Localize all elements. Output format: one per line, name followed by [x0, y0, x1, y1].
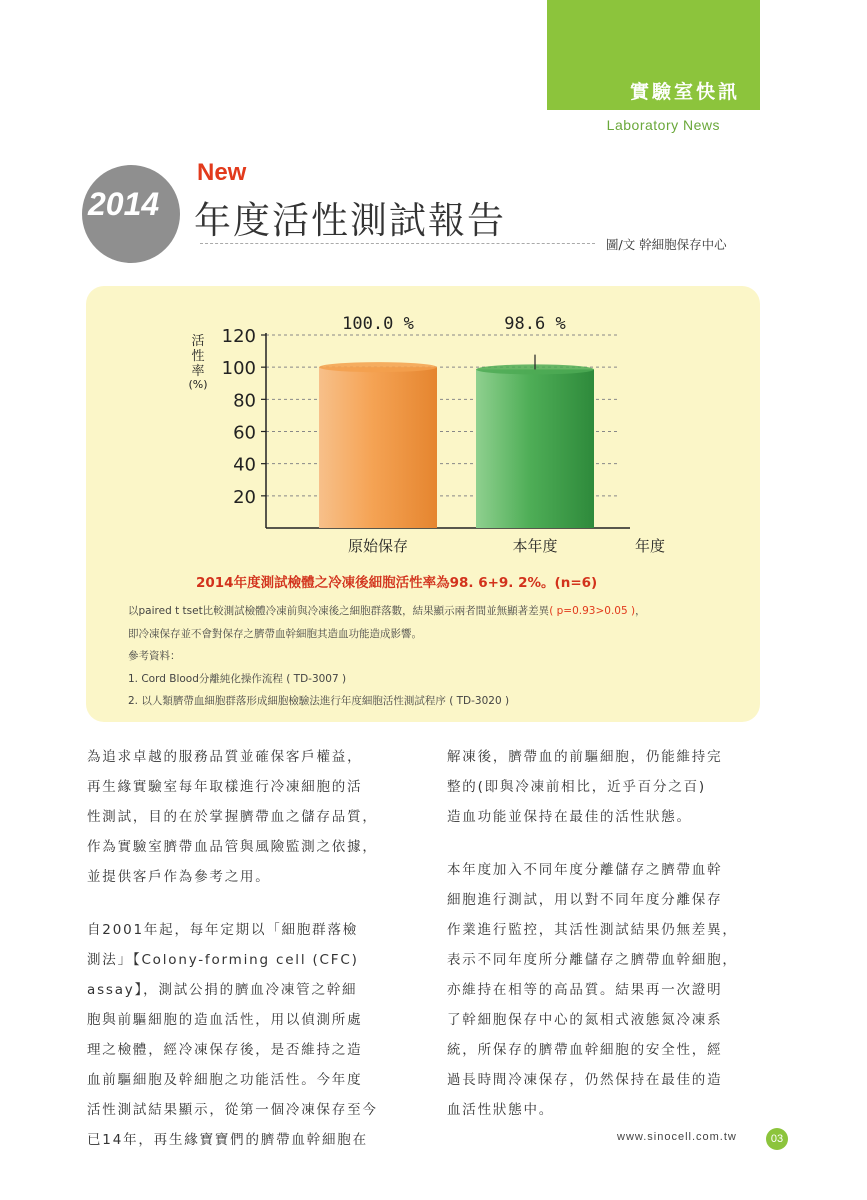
- text-line: 本年度加入不同年度分離儲存之臍帶血幹: [447, 862, 723, 878]
- y-tick-label: 100: [221, 358, 256, 380]
- text-line: 整的(即與冷凍前相比，近乎百分之百): [447, 779, 706, 795]
- bar-cap: [319, 362, 437, 372]
- text-line: 理之檢體，經冷凍保存後，是否維持之造: [87, 1042, 363, 1058]
- badge-year: 2014: [88, 186, 160, 222]
- text-line: 統，所保存的臍帶血幹細胞的安全性，經: [447, 1042, 723, 1058]
- category-label: 原始保存: [347, 537, 409, 555]
- note-text: 以paired t tset比較測試檢體冷凍前與冷凍後之細胞群落數，結果顯示兩者間並無顯著差異: [128, 605, 550, 617]
- paragraph: [87, 742, 417, 892]
- text-line: 表示不同年度所分離儲存之臍帶血幹細胞，: [447, 952, 738, 968]
- y-axis-label: 率: [191, 364, 205, 379]
- section-title: 實驗室快訊: [629, 81, 740, 103]
- text-line: 血活性狀態中。: [447, 1102, 555, 1118]
- x-axis-label: 年度: [634, 537, 666, 555]
- text-line: 作為實驗室臍帶血品管與風險監測之依據，: [87, 839, 378, 855]
- result-statement: 2014年度測試檢體之冷凍後細胞活性率為98. 6+9. 2%。(n=6): [196, 575, 598, 591]
- value-label: 100.0 %: [342, 314, 414, 334]
- section-subtitle: Laboratory News: [606, 117, 720, 133]
- paragraph: [447, 742, 777, 832]
- text-line: 作業進行監控，其活性測試結果仍無差異，: [447, 922, 738, 938]
- p-value: ( p=0.93>0.05 ): [549, 605, 636, 617]
- text-line: 自2001年起，每年定期以「細胞群落檢: [87, 922, 359, 938]
- paragraph: [87, 915, 417, 1155]
- text-line: 造血功能並保持在最佳的活性狀態。: [447, 809, 692, 825]
- y-axis-label: 活: [191, 334, 205, 349]
- text-line: 測法」【Colony-forming cell (CFC): [87, 952, 359, 968]
- y-tick-label: 40: [233, 454, 256, 476]
- y-axis-label: 性: [191, 349, 205, 364]
- badge-new: New: [197, 159, 247, 186]
- page-title: 年度活性測試報告: [194, 199, 506, 242]
- value-label: 98.6 %: [504, 314, 566, 334]
- note-line-2: 即冷凍保存並不會對保存之臍帶血幹細胞其造血功能造成影響。: [128, 628, 422, 640]
- note-comma: ，: [635, 605, 646, 617]
- y-tick-label: 120: [221, 326, 256, 347]
- text-line: 解凍後，臍帶血的前驅細胞，仍能維持完: [447, 749, 723, 765]
- note-line-1: [128, 603, 646, 618]
- text-line: 血前驅細胞及幹細胞之功能活性。今年度: [87, 1072, 363, 1088]
- text-line: 為追求卓越的服務品質並確保客戶權益，: [87, 749, 363, 765]
- text-line: 並提供客戶作為參考之用。: [87, 869, 271, 885]
- text-line: 亦維持在相等的高品質。結果再一次證明: [447, 982, 723, 998]
- text-line: 已14年，再生緣寶寶們的臍帶血幹細胞在: [87, 1132, 368, 1148]
- y-tick-label: 60: [233, 422, 256, 444]
- text-line: 胞與前驅細胞的造血活性，用以偵測所處: [87, 1012, 363, 1028]
- references-title: 參考資料：: [128, 650, 181, 662]
- text-line: 過長時間冷凍保存，仍然保持在最佳的造: [447, 1072, 723, 1088]
- byline: 圖/文 幹細胞保存中心: [606, 237, 727, 252]
- category-label: 本年度: [512, 537, 558, 555]
- y-axis-unit: (%): [188, 378, 208, 391]
- y-tick-label: 80: [233, 390, 256, 412]
- y-tick-label: 20: [233, 486, 256, 508]
- text-line: 性測試，目的在於掌握臍帶血之儲存品質，: [87, 809, 378, 825]
- reference-1: 1. Cord Blood分離純化操作流程 ( TD-3007 ): [128, 673, 347, 685]
- page-number: 03: [766, 1128, 788, 1150]
- text-line: 了幹細胞保存中心的氮相式液態氮冷凍系: [447, 1012, 723, 1028]
- text-line: 活性測試結果顯示，從第一個冷凍保存至今: [87, 1102, 378, 1118]
- reference-2: 2. 以人類臍帶血細胞群落形成細胞檢驗法進行年度細胞活性測試程序 ( TD-3020 ): [128, 695, 510, 707]
- text-line: 再生緣實驗室每年取樣進行冷凍細胞的活: [87, 779, 363, 795]
- text-line: assay】，測試公捐的臍血冷凍管之幹細: [87, 982, 358, 998]
- text-line: 細胞進行測試，用以對不同年度分離保存: [447, 892, 723, 908]
- body-column-right: [447, 742, 777, 1148]
- website-url: www.sinocell.com.tw: [617, 1131, 737, 1143]
- body-column-left: [87, 742, 417, 1178]
- bar: [319, 367, 437, 528]
- bar: [476, 369, 594, 528]
- paragraph: [447, 855, 777, 1125]
